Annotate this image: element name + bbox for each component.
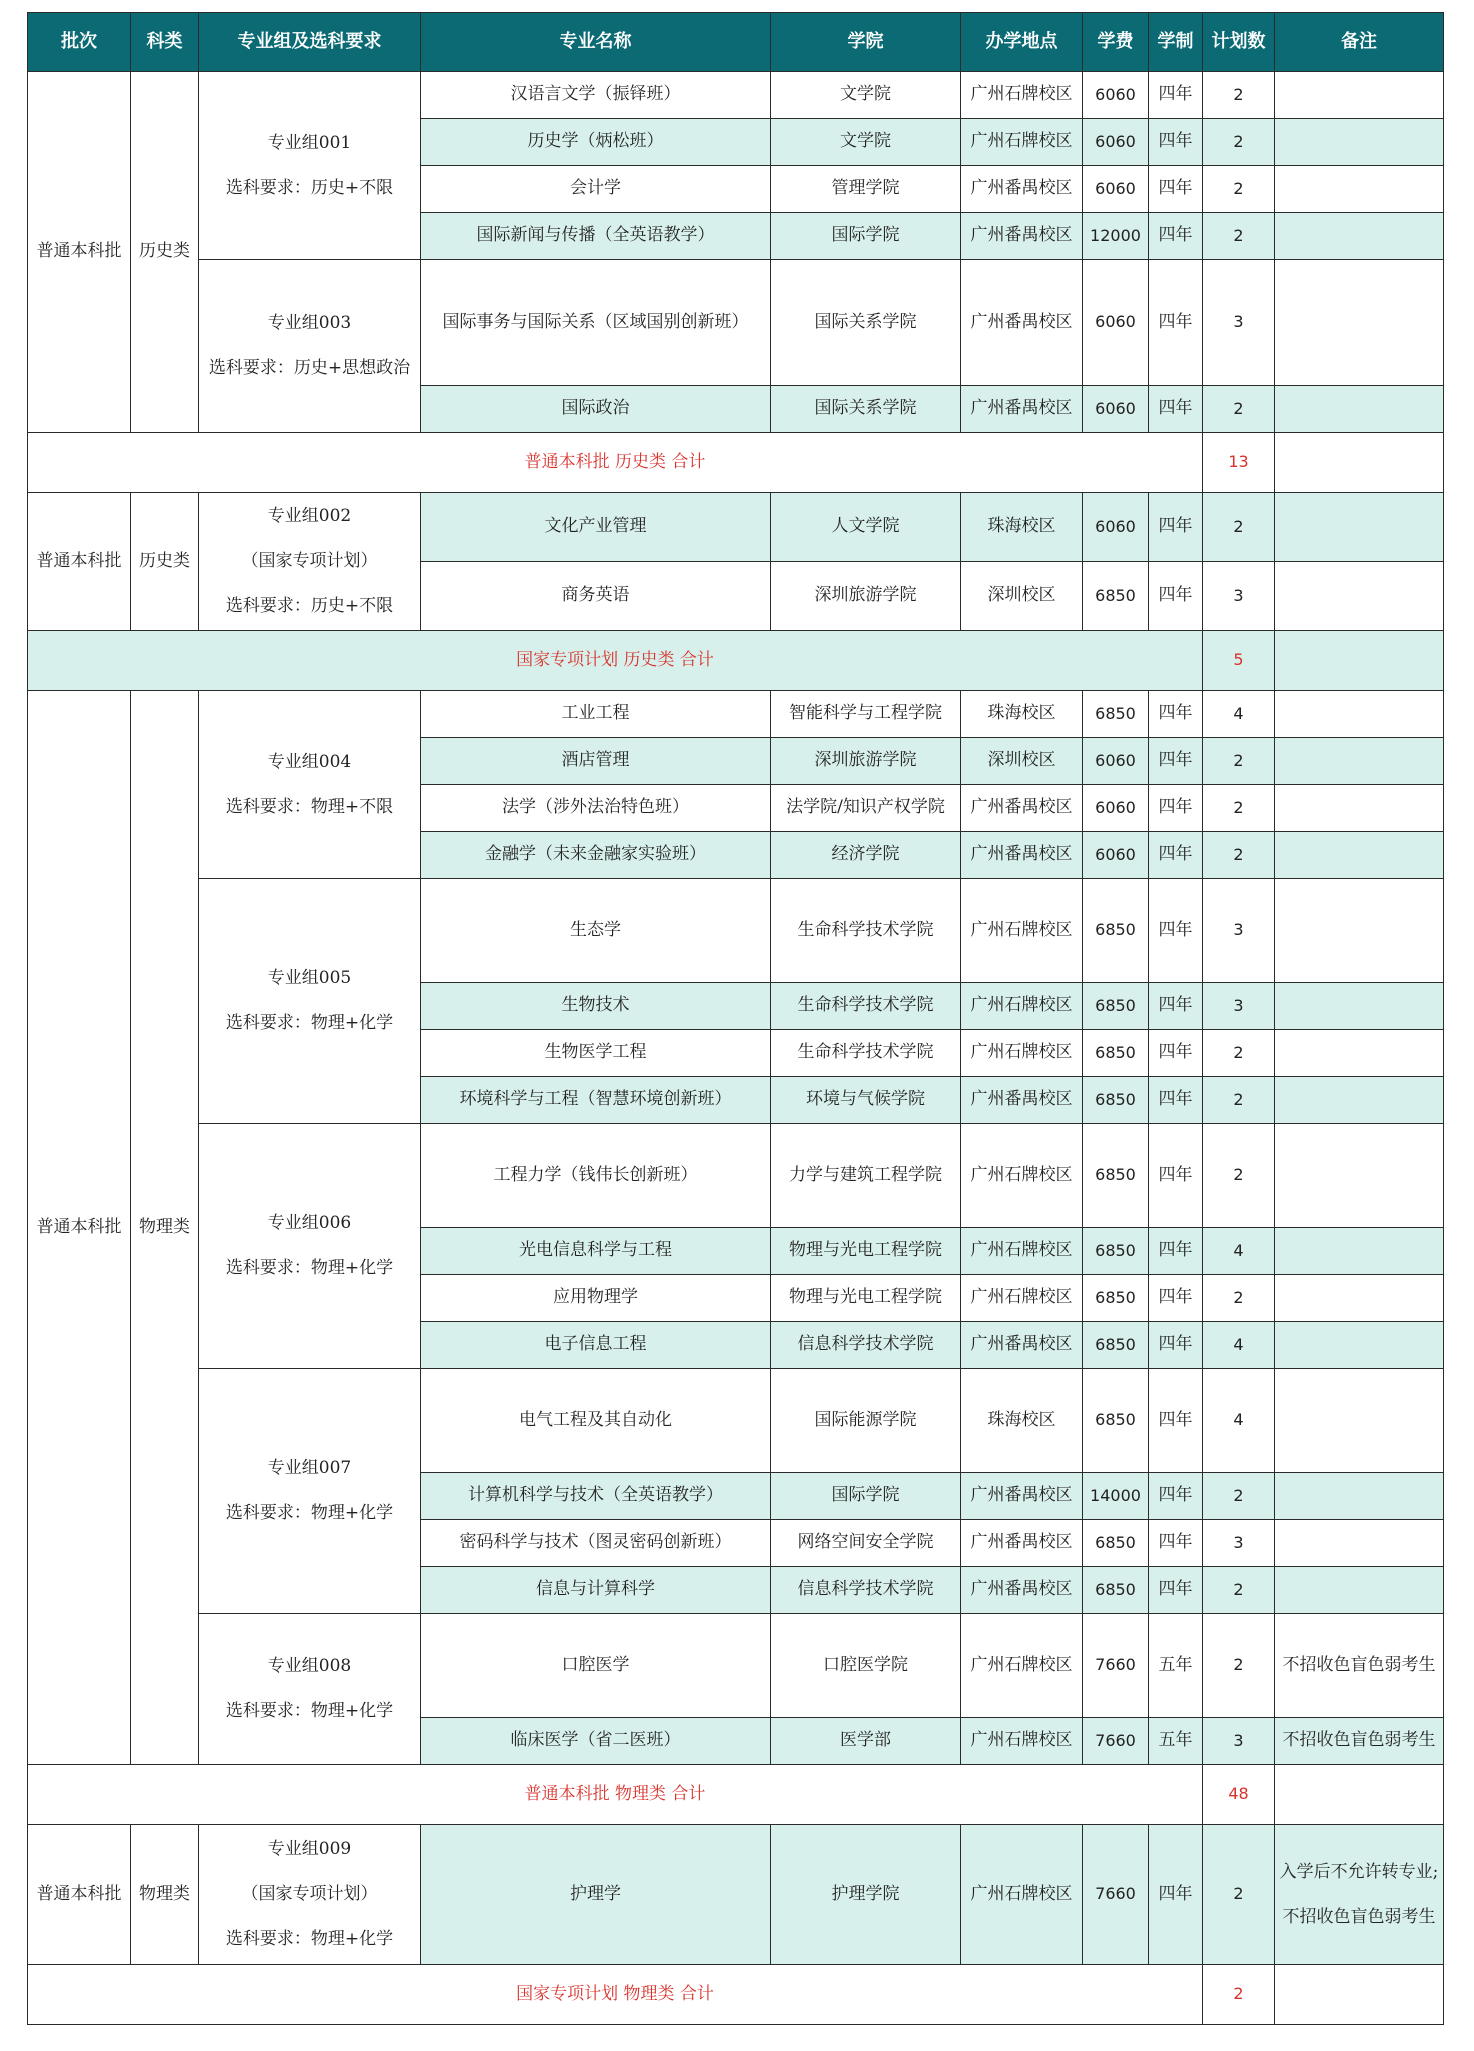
years: 四年 (1149, 1275, 1203, 1322)
major-name: 文化产业管理 (421, 493, 771, 562)
plan: 2 (1203, 213, 1275, 260)
group-code: 专业组005 (267, 968, 352, 988)
college: 法学院/知识产权学院 (771, 785, 961, 832)
group-cell (199, 879, 421, 1124)
subtotal-note (1275, 1765, 1444, 1825)
major-name: 金融学（未来金融家实验班） (421, 832, 771, 879)
table-row (28, 1614, 1444, 1718)
fee: 6850 (1083, 879, 1149, 983)
fee: 6850 (1083, 691, 1149, 738)
college: 国际学院 (771, 213, 961, 260)
location: 广州番禺校区 (961, 213, 1083, 260)
location: 广州番禺校区 (961, 1473, 1083, 1520)
group-requirement: 选科要求：物理+化学 (225, 1013, 394, 1033)
major-name: 会计学 (421, 166, 771, 213)
college: 生命科学技术学院 (771, 879, 961, 983)
subtotal-label: 国家专项计划 物理类 合计 (28, 1965, 1203, 2025)
location: 广州番禺校区 (961, 832, 1083, 879)
years: 四年 (1149, 785, 1203, 832)
location: 广州番禺校区 (961, 1322, 1083, 1369)
years: 四年 (1149, 1369, 1203, 1473)
fee: 6060 (1083, 493, 1149, 562)
group-requirement: 选科要求：历史+不限 (225, 177, 394, 198)
location: 广州石牌校区 (961, 1825, 1083, 1965)
note (1275, 1030, 1444, 1077)
group-requirement: 选科要求：物理+化学 (225, 1701, 394, 1721)
group-plan-type: （国家专项计划） (241, 1884, 378, 1904)
fee: 7660 (1083, 1614, 1149, 1718)
college: 国际能源学院 (771, 1369, 961, 1473)
note (1275, 260, 1444, 386)
note (1275, 1275, 1444, 1322)
college: 国际关系学院 (771, 260, 961, 386)
note (1275, 166, 1444, 213)
group-code: 专业组004 (267, 751, 352, 772)
major-name: 酒店管理 (421, 738, 771, 785)
category-cell: 物理类 (131, 1825, 199, 1965)
note (1275, 493, 1444, 562)
table-row (28, 493, 1444, 562)
location: 广州石牌校区 (961, 119, 1083, 166)
fee: 6060 (1083, 260, 1149, 386)
years: 五年 (1149, 1718, 1203, 1765)
group-cell (199, 72, 421, 260)
college: 物理与光电工程学院 (771, 1275, 961, 1322)
major-name: 信息与计算科学 (421, 1567, 771, 1614)
table-row (28, 1825, 1444, 1965)
plan: 3 (1203, 1718, 1275, 1765)
note (1275, 1825, 1444, 1965)
plan: 2 (1203, 1614, 1275, 1718)
college: 生命科学技术学院 (771, 1030, 961, 1077)
header-fee: 学费 (1083, 13, 1149, 72)
header-years: 学制 (1149, 13, 1203, 72)
table-row (28, 1124, 1444, 1228)
admission-plan-table (27, 12, 1444, 2025)
batch-cell: 普通本科批 (28, 1825, 131, 1965)
header-location: 办学地点 (961, 13, 1083, 72)
header-college: 学院 (771, 13, 961, 72)
plan: 2 (1203, 1124, 1275, 1228)
group-code: 专业组001 (267, 132, 352, 153)
group-cell (199, 260, 421, 433)
fee: 14000 (1083, 1473, 1149, 1520)
years: 四年 (1149, 562, 1203, 631)
years: 四年 (1149, 691, 1203, 738)
fee: 6060 (1083, 119, 1149, 166)
major-name: 电子信息工程 (421, 1322, 771, 1369)
note-line: 不招收色盲色弱考生 (1282, 1906, 1436, 1927)
years: 四年 (1149, 1322, 1203, 1369)
years: 四年 (1149, 119, 1203, 166)
fee: 6060 (1083, 166, 1149, 213)
header-plan: 计划数 (1203, 13, 1275, 72)
major-name: 临床医学（省二医班） (421, 1718, 771, 1765)
subtotal-label: 国家专项计划 历史类 合计 (28, 631, 1203, 691)
plan: 3 (1203, 1520, 1275, 1567)
plan: 2 (1203, 1077, 1275, 1124)
location: 广州石牌校区 (961, 1614, 1083, 1718)
note: 不招收色盲色弱考生 (1275, 1614, 1444, 1718)
note (1275, 213, 1444, 260)
major-name: 历史学（炳松班） (421, 119, 771, 166)
plan: 2 (1203, 1567, 1275, 1614)
years: 四年 (1149, 832, 1203, 879)
college: 深圳旅游学院 (771, 562, 961, 631)
header-major: 专业名称 (421, 13, 771, 72)
location: 广州石牌校区 (961, 1228, 1083, 1275)
note-line: 入学后不允许转专业; (1279, 1861, 1439, 1882)
fee: 6850 (1083, 983, 1149, 1030)
college: 文学院 (771, 72, 961, 119)
note (1275, 1369, 1444, 1473)
location: 广州石牌校区 (961, 983, 1083, 1030)
subtotal-row (28, 433, 1444, 493)
note (1275, 72, 1444, 119)
plan: 3 (1203, 983, 1275, 1030)
table-row (28, 260, 1444, 386)
table-header-row (28, 13, 1444, 72)
location: 珠海校区 (961, 493, 1083, 562)
college: 信息科学技术学院 (771, 1567, 961, 1614)
plan: 2 (1203, 1473, 1275, 1520)
note (1275, 785, 1444, 832)
major-name: 国际新闻与传播（全英语教学） (421, 213, 771, 260)
college: 文学院 (771, 119, 961, 166)
note (1275, 1520, 1444, 1567)
major-name: 商务英语 (421, 562, 771, 631)
plan: 3 (1203, 879, 1275, 983)
fee: 6060 (1083, 386, 1149, 433)
note (1275, 119, 1444, 166)
fee: 6850 (1083, 1520, 1149, 1567)
note (1275, 1077, 1444, 1124)
plan: 2 (1203, 785, 1275, 832)
years: 四年 (1149, 1124, 1203, 1228)
years: 四年 (1149, 738, 1203, 785)
years: 四年 (1149, 493, 1203, 562)
plan: 4 (1203, 1369, 1275, 1473)
group-code: 专业组002 (267, 506, 352, 526)
location: 广州番禺校区 (961, 260, 1083, 386)
major-name: 环境科学与工程（智慧环境创新班） (421, 1077, 771, 1124)
college: 环境与气候学院 (771, 1077, 961, 1124)
years: 四年 (1149, 1030, 1203, 1077)
location: 广州石牌校区 (961, 879, 1083, 983)
note (1275, 691, 1444, 738)
category-cell: 物理类 (131, 691, 199, 1765)
group-requirement: 选科要求：物理+化学 (225, 1258, 394, 1278)
major-name: 口腔医学 (421, 1614, 771, 1718)
fee: 6850 (1083, 1369, 1149, 1473)
group-requirement: 选科要求：历史+思想政治 (208, 358, 411, 378)
major-name: 护理学 (421, 1825, 771, 1965)
years: 四年 (1149, 1473, 1203, 1520)
years: 四年 (1149, 386, 1203, 433)
group-requirement: 选科要求：物理+不限 (225, 796, 394, 817)
fee: 6060 (1083, 832, 1149, 879)
table-row (28, 879, 1444, 983)
table-row (28, 72, 1444, 119)
location: 广州番禺校区 (961, 785, 1083, 832)
fee: 6850 (1083, 1030, 1149, 1077)
group-cell (199, 691, 421, 879)
years: 四年 (1149, 879, 1203, 983)
plan: 4 (1203, 1322, 1275, 1369)
group-requirement: 选科要求：物理+化学 (225, 1503, 394, 1523)
note (1275, 386, 1444, 433)
header-note: 备注 (1275, 13, 1444, 72)
group-requirement: 选科要求：历史+不限 (225, 596, 394, 616)
location: 广州石牌校区 (961, 1275, 1083, 1322)
note (1275, 879, 1444, 983)
group-cell (199, 1124, 421, 1369)
major-name: 计算机科学与技术（全英语教学） (421, 1473, 771, 1520)
years: 四年 (1149, 72, 1203, 119)
location: 深圳校区 (961, 738, 1083, 785)
major-name: 应用物理学 (421, 1275, 771, 1322)
group-cell (199, 493, 421, 631)
college: 人文学院 (771, 493, 961, 562)
subtotal-note (1275, 433, 1444, 493)
subtotal-label: 普通本科批 历史类 合计 (28, 433, 1203, 493)
fee: 6060 (1083, 72, 1149, 119)
location: 广州番禺校区 (961, 1520, 1083, 1567)
subtotal-value: 5 (1203, 631, 1275, 691)
table-row (28, 691, 1444, 738)
plan: 4 (1203, 691, 1275, 738)
note (1275, 832, 1444, 879)
major-name: 生物医学工程 (421, 1030, 771, 1077)
fee: 6060 (1083, 738, 1149, 785)
group-code: 专业组009 (267, 1839, 352, 1859)
plan: 2 (1203, 386, 1275, 433)
major-name: 汉语言文学（振铎班） (421, 72, 771, 119)
fee: 6850 (1083, 562, 1149, 631)
category-cell: 历史类 (131, 493, 199, 631)
note (1275, 1567, 1444, 1614)
major-name: 工程力学（钱伟长创新班） (421, 1124, 771, 1228)
group-plan-type: （国家专项计划） (241, 551, 378, 571)
location: 广州番禺校区 (961, 1567, 1083, 1614)
plan: 4 (1203, 1228, 1275, 1275)
college: 医学部 (771, 1718, 961, 1765)
location: 广州石牌校区 (961, 1718, 1083, 1765)
group-requirement: 选科要求：物理+化学 (225, 1929, 394, 1949)
fee: 7660 (1083, 1825, 1149, 1965)
fee: 6850 (1083, 1228, 1149, 1275)
fee: 7660 (1083, 1718, 1149, 1765)
subtotal-note (1275, 1965, 1444, 2025)
college: 生命科学技术学院 (771, 983, 961, 1030)
group-cell (199, 1369, 421, 1614)
major-name: 密码科学与技术（图灵密码创新班） (421, 1520, 771, 1567)
note (1275, 1228, 1444, 1275)
plan: 3 (1203, 260, 1275, 386)
fee: 6060 (1083, 785, 1149, 832)
location: 广州石牌校区 (961, 1124, 1083, 1228)
plan: 2 (1203, 738, 1275, 785)
subtotal-row (28, 1965, 1444, 2025)
college: 力学与建筑工程学院 (771, 1124, 961, 1228)
college: 深圳旅游学院 (771, 738, 961, 785)
note: 不招收色盲色弱考生 (1275, 1718, 1444, 1765)
major-name: 法学（涉外法治特色班） (421, 785, 771, 832)
subtotal-row (28, 1765, 1444, 1825)
subtotal-value: 2 (1203, 1965, 1275, 2025)
fee: 6850 (1083, 1322, 1149, 1369)
category-cell: 历史类 (131, 72, 199, 433)
batch-cell: 普通本科批 (28, 691, 131, 1765)
years: 四年 (1149, 213, 1203, 260)
years: 四年 (1149, 260, 1203, 386)
location: 深圳校区 (961, 562, 1083, 631)
years: 四年 (1149, 1520, 1203, 1567)
major-name: 工业工程 (421, 691, 771, 738)
location: 广州番禺校区 (961, 166, 1083, 213)
subtotal-note (1275, 631, 1444, 691)
college: 管理学院 (771, 166, 961, 213)
location: 广州番禺校区 (961, 386, 1083, 433)
college: 物理与光电工程学院 (771, 1228, 961, 1275)
plan: 2 (1203, 72, 1275, 119)
major-name: 国际事务与国际关系（区域国别创新班） (421, 260, 771, 386)
plan: 2 (1203, 119, 1275, 166)
group-code: 专业组008 (267, 1656, 352, 1676)
plan: 3 (1203, 562, 1275, 631)
college: 网络空间安全学院 (771, 1520, 961, 1567)
college: 护理学院 (771, 1825, 961, 1965)
major-name: 电气工程及其自动化 (421, 1369, 771, 1473)
college: 国际学院 (771, 1473, 961, 1520)
table-row (28, 1369, 1444, 1473)
note (1275, 1124, 1444, 1228)
subtotal-row (28, 631, 1444, 691)
college: 国际关系学院 (771, 386, 961, 433)
fee: 12000 (1083, 213, 1149, 260)
years: 四年 (1149, 166, 1203, 213)
note (1275, 1322, 1444, 1369)
years: 四年 (1149, 1825, 1203, 1965)
group-cell (199, 1825, 421, 1965)
major-name: 生态学 (421, 879, 771, 983)
location: 广州石牌校区 (961, 1030, 1083, 1077)
header-group: 专业组及选科要求 (199, 13, 421, 72)
years: 四年 (1149, 1077, 1203, 1124)
major-name: 光电信息科学与工程 (421, 1228, 771, 1275)
plan: 2 (1203, 1275, 1275, 1322)
location: 珠海校区 (961, 691, 1083, 738)
plan: 2 (1203, 166, 1275, 213)
college: 口腔医学院 (771, 1614, 961, 1718)
note (1275, 983, 1444, 1030)
group-code: 专业组007 (267, 1458, 352, 1478)
location: 广州石牌校区 (961, 72, 1083, 119)
fee: 6850 (1083, 1275, 1149, 1322)
fee: 6850 (1083, 1077, 1149, 1124)
major-name: 国际政治 (421, 386, 771, 433)
college: 智能科学与工程学院 (771, 691, 961, 738)
fee: 6850 (1083, 1124, 1149, 1228)
fee: 6850 (1083, 1567, 1149, 1614)
college: 经济学院 (771, 832, 961, 879)
location: 广州番禺校区 (961, 1077, 1083, 1124)
years: 四年 (1149, 983, 1203, 1030)
header-category: 科类 (131, 13, 199, 72)
batch-cell: 普通本科批 (28, 72, 131, 433)
plan: 2 (1203, 1825, 1275, 1965)
subtotal-label: 普通本科批 物理类 合计 (28, 1765, 1203, 1825)
note (1275, 738, 1444, 785)
college: 信息科学技术学院 (771, 1322, 961, 1369)
plan: 2 (1203, 832, 1275, 879)
plan: 2 (1203, 1030, 1275, 1077)
years: 五年 (1149, 1614, 1203, 1718)
plan: 2 (1203, 493, 1275, 562)
years: 四年 (1149, 1228, 1203, 1275)
location: 珠海校区 (961, 1369, 1083, 1473)
note (1275, 562, 1444, 631)
group-code: 专业组006 (267, 1213, 352, 1233)
group-code: 专业组003 (267, 313, 352, 333)
note (1275, 1473, 1444, 1520)
header-batch: 批次 (28, 13, 131, 72)
subtotal-value: 48 (1203, 1765, 1275, 1825)
major-name: 生物技术 (421, 983, 771, 1030)
subtotal-value: 13 (1203, 433, 1275, 493)
years: 四年 (1149, 1567, 1203, 1614)
batch-cell: 普通本科批 (28, 493, 131, 631)
group-cell (199, 1614, 421, 1765)
